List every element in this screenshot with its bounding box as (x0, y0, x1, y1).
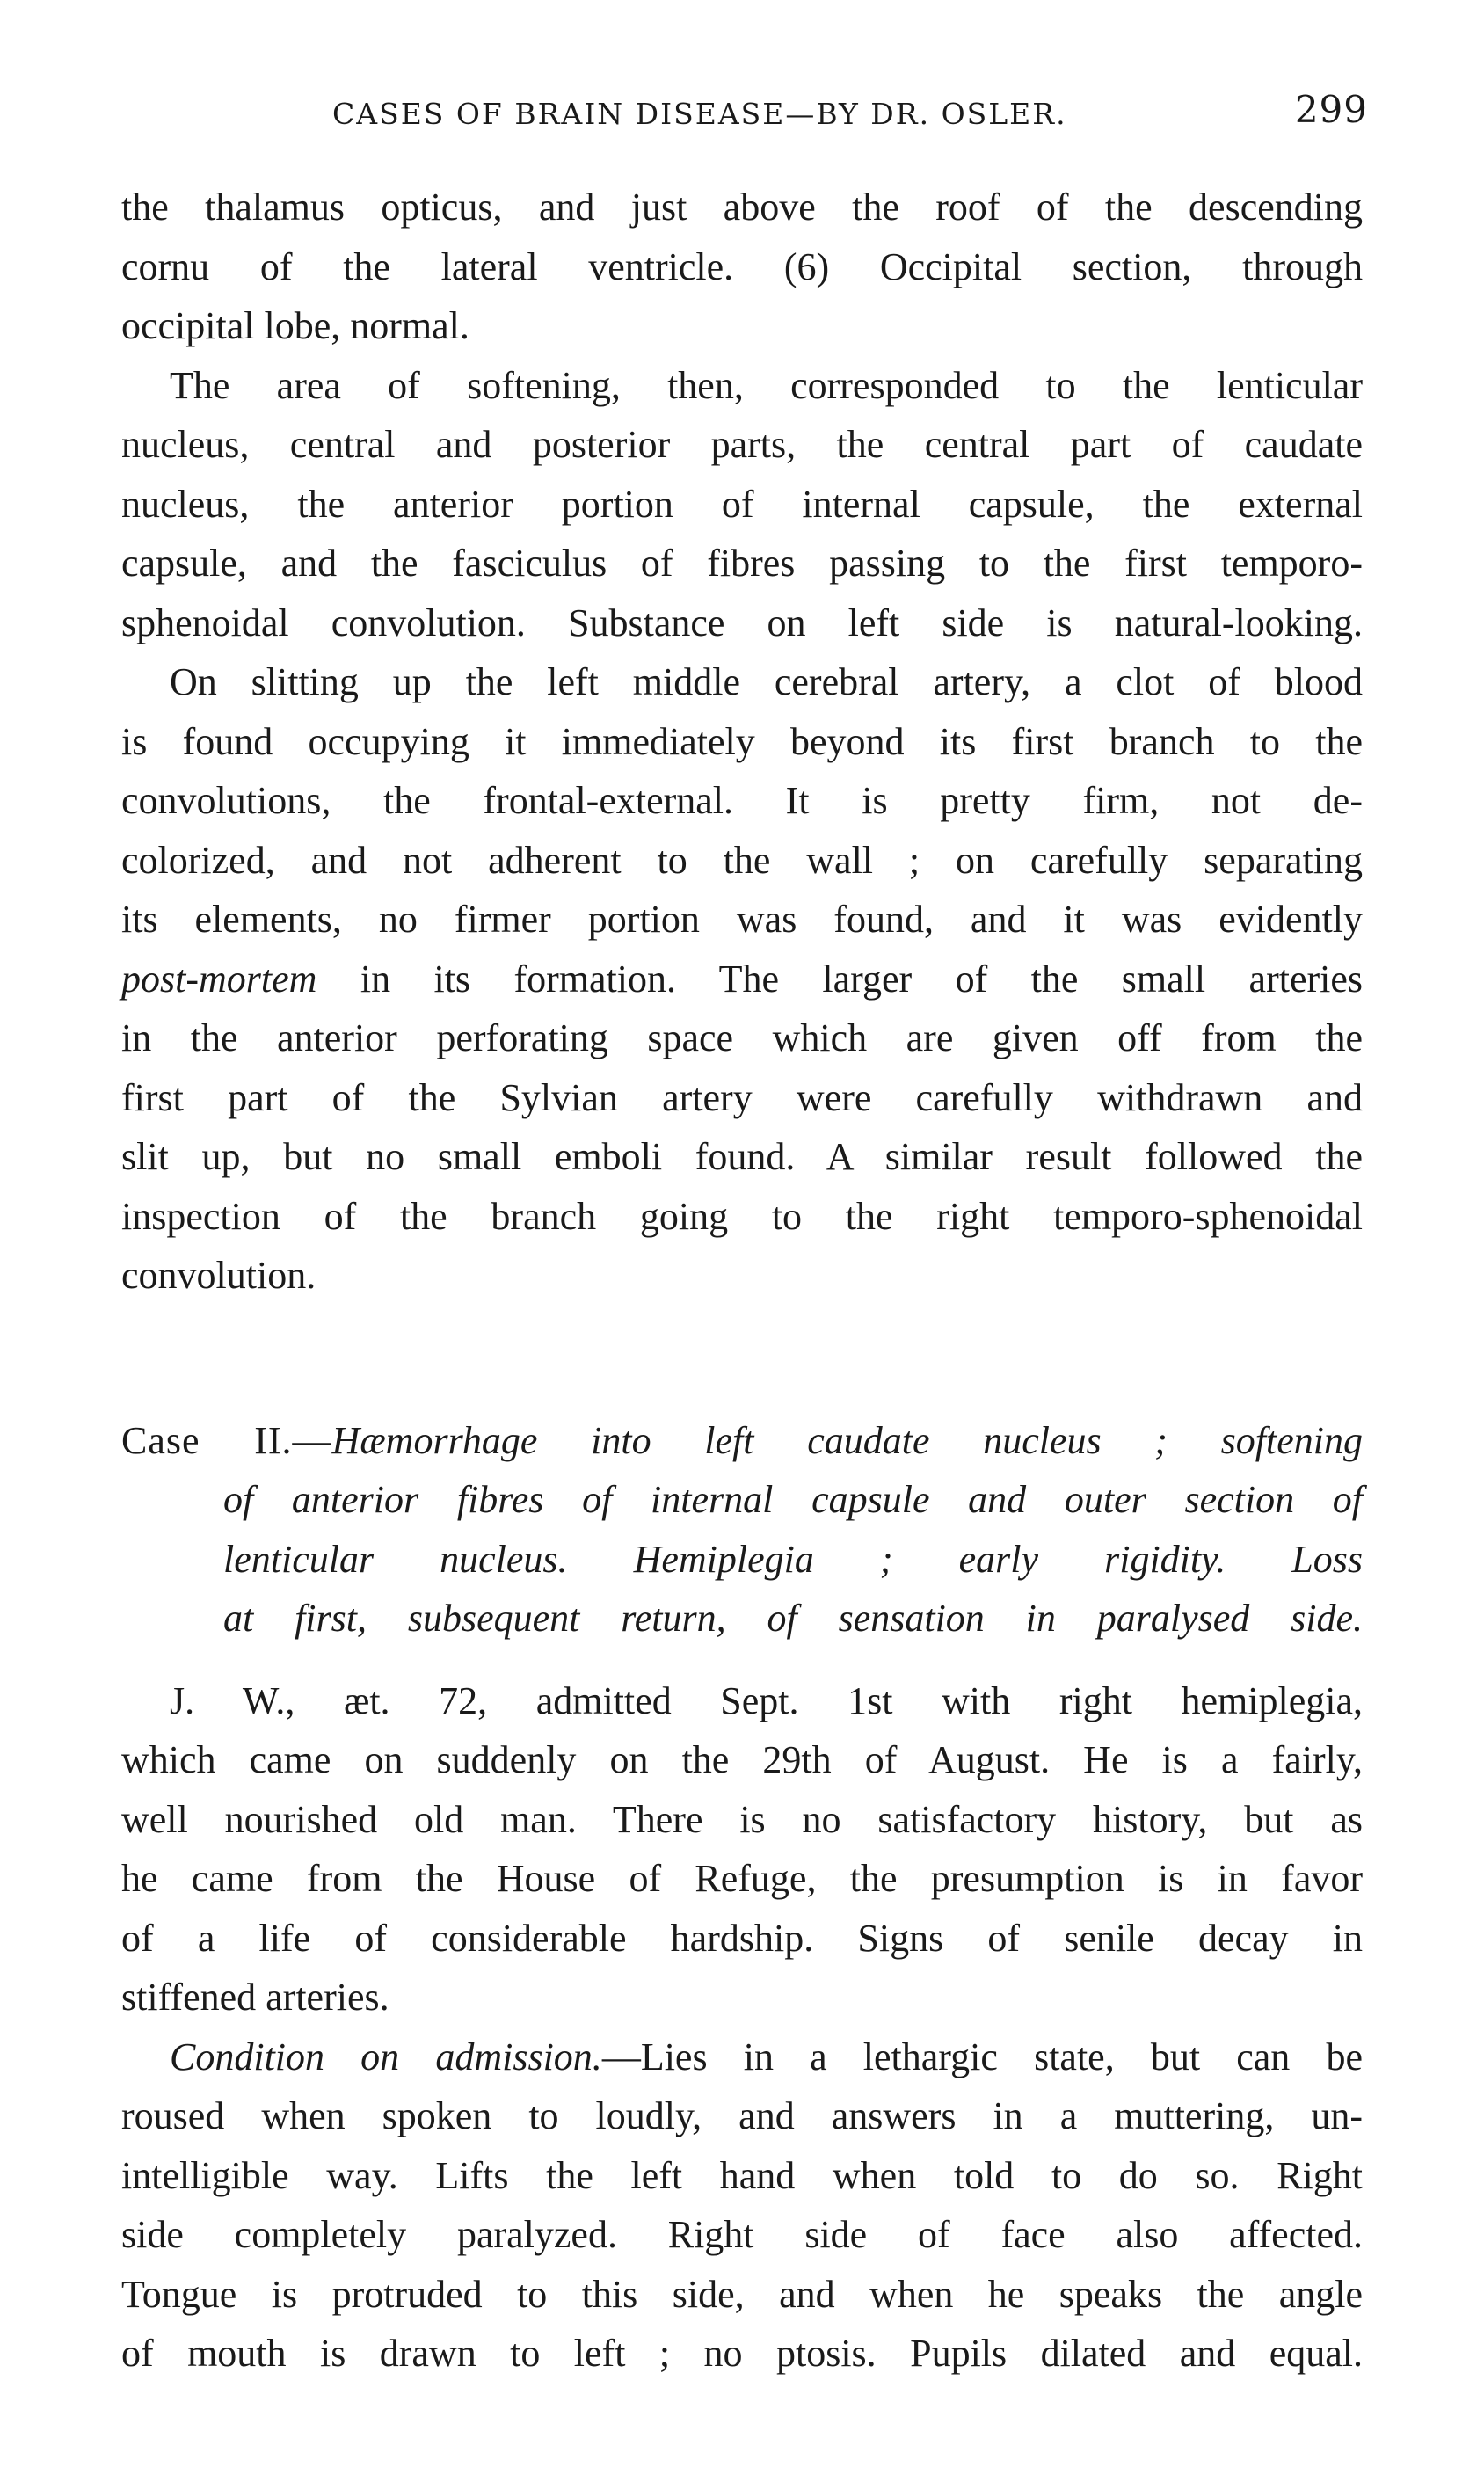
text-line: stiffened arteries. (121, 1976, 389, 2019)
text-line: first part of the Sylvian artery were carefully withdrawn and (121, 1075, 1363, 1119)
paragraph-condition (121, 2027, 1363, 2384)
running-title: CASES OF BRAIN DISEASE—BY DR. OSLER. (332, 97, 1067, 131)
case-heading-line: at first, subsequent return, of sensation in paralysed side. (223, 1597, 1363, 1640)
paragraph-softening-area (121, 356, 1363, 653)
text-line: roused when spoken to loudly, and answers in a muttering, un- (121, 2094, 1363, 2137)
body-text (121, 178, 1363, 1306)
text-fragment: in its formation. The larger of the small arteries (316, 957, 1363, 1001)
text-line: which came on suddenly on the 29th of August. He is a fairly, (121, 1738, 1363, 1781)
text-line: J. W., æt. 72, admitted Sept. 1st with right hemiplegia, (170, 1678, 1363, 1722)
text-line: nucleus, the anterior portion of internal capsule, the external (121, 482, 1363, 526)
text-line: colorized, and not adherent to the wall ; on carefully separating (121, 838, 1363, 882)
text-line: the thalamus opticus, and just above the roof of the descending (121, 186, 1363, 229)
text-line: convolutions, the frontal-external. It is pretty firm, not de- (121, 779, 1363, 822)
text-line: its elements, no firmer portion was found, and it was evidently (121, 898, 1363, 941)
text-line: is found occupying it immediately beyond its first branch to the (121, 719, 1363, 763)
italic-lead: Condition on admission. (170, 2035, 602, 2078)
text-line (121, 2027, 1363, 2087)
case-title: Hæmorrhage into left caudate nucleus ; softening (331, 1418, 1363, 1462)
text-fragment: —Lies in a lethargic state, but can be (601, 2035, 1363, 2078)
paragraph-artery-clot (121, 652, 1363, 1306)
text-line: well nourished old man. There is no satisfactory history, but as (121, 1797, 1363, 1841)
paragraph-history (121, 1671, 1363, 2027)
paragraph-continuation (121, 178, 1363, 356)
text-line: he came from the House of Refuge, the presumption is in favor (121, 1857, 1363, 1900)
text-line (121, 950, 1363, 1009)
case-heading-line: lenticular nucleus. Hemiplegia ; early rigidity. Loss (223, 1537, 1363, 1581)
text-line: convolution. (121, 1254, 316, 1297)
case-label: Case II.— (121, 1418, 332, 1462)
text-line: The area of softening, then, corresponded to the lenticular (170, 363, 1363, 407)
running-head (121, 88, 1368, 149)
text-line: nucleus, central and posterior parts, the central part of caudate (121, 423, 1363, 466)
text-line: of a life of considerable hardship. Signs of senile decay in (121, 1916, 1363, 1960)
text-line: occipital lobe, normal. (121, 304, 469, 347)
book-page (121, 88, 1368, 2384)
text-line: intelligible way. Lifts the left hand when told to do so. Right (121, 2153, 1363, 2197)
page-number: 299 (1294, 88, 1368, 131)
text-line: Tongue is protruded to this side, and when he speaks the angle (121, 2272, 1363, 2316)
italic-term: post-mortem (121, 957, 317, 1001)
case-heading (121, 1411, 1363, 1649)
case-heading-line (121, 1411, 1363, 1471)
text-line: cornu of the lateral ventricle. (6) Occipital section, through (121, 244, 1363, 288)
case-heading-line: of anterior fibres of internal capsule and outer section of (223, 1478, 1363, 1521)
text-line: of mouth is drawn to left ; no ptosis. Pupils dilated and equal. (121, 2332, 1363, 2375)
text-line: in the anterior perforating space which are given off from the (121, 1016, 1363, 1059)
case-body (121, 1671, 1363, 2384)
text-line: sphenoidal convolution. Substance on left side is natural-looking. (121, 601, 1363, 644)
text-line: On slitting up the left middle cerebral artery, a clot of blood (170, 660, 1363, 703)
text-line: inspection of the branch going to the right temporo-sphenoidal (121, 1194, 1363, 1238)
text-line: capsule, and the fasciculus of fibres passing to the first temporo- (121, 542, 1363, 585)
text-line: slit up, but no small emboli found. A similar result followed the (121, 1135, 1363, 1178)
text-line: side completely paralyzed. Right side of face also affected. (121, 2213, 1363, 2256)
